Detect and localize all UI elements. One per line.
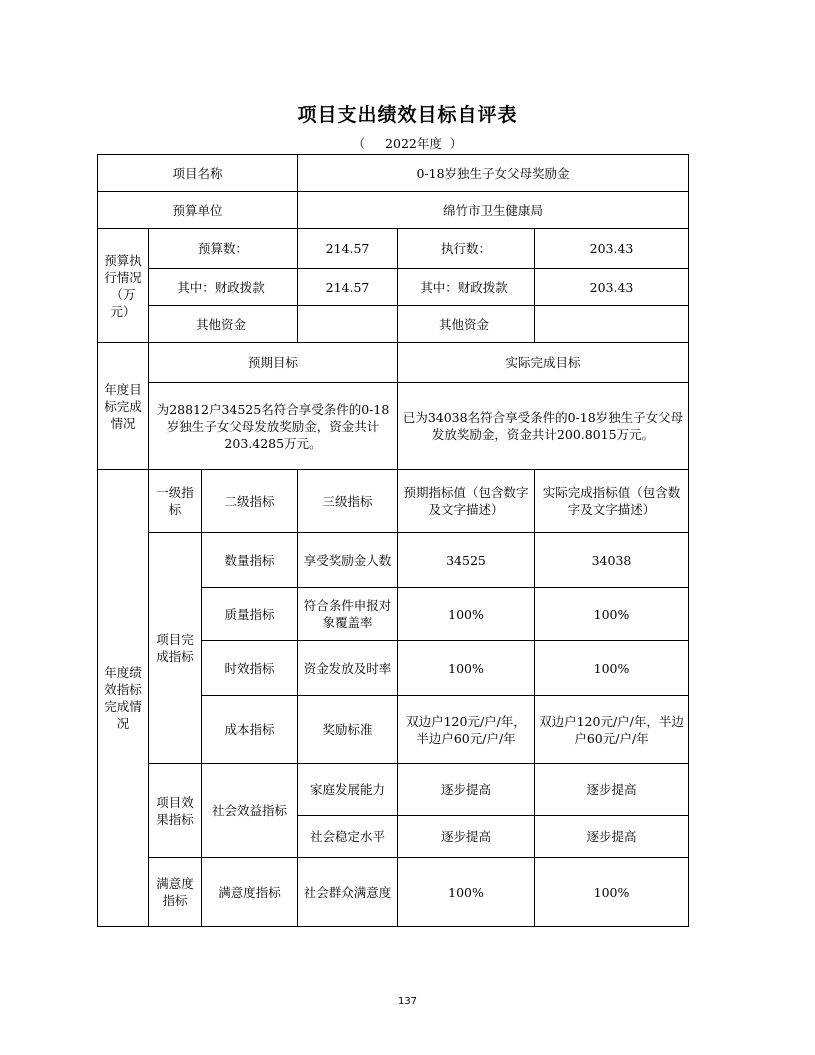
page-number: 137 bbox=[397, 996, 418, 1007]
actual-goal-text: 已为34038名符合享受条件的0-18岁独生子女父母发放奖励金，资金共计200.8015万元。 bbox=[398, 383, 689, 470]
actual-cell: 逐步提高 bbox=[535, 764, 689, 816]
level3-cell: 社会群众满意度 bbox=[298, 858, 398, 927]
actual-cell: 100% bbox=[535, 858, 689, 927]
table-row bbox=[98, 764, 689, 816]
project-name-value: 0-18岁独生子女父母奖励金 bbox=[298, 155, 689, 192]
level2-cell: 质量指标 bbox=[202, 588, 298, 641]
actual-cell: 100% bbox=[535, 641, 689, 696]
evaluation-table bbox=[97, 154, 689, 927]
expected-cell: 100% bbox=[398, 588, 535, 641]
actual-cell: 逐步提高 bbox=[535, 816, 689, 858]
level2-cell: 时效指标 bbox=[202, 641, 298, 696]
expected-cell: 34525 bbox=[398, 533, 535, 588]
level2-cell: 满意度指标 bbox=[202, 858, 298, 927]
row-fiscal bbox=[98, 269, 689, 306]
other-budget-value bbox=[298, 306, 398, 343]
header-level1: 一级指标 bbox=[149, 470, 202, 533]
project-name-label: 项目名称 bbox=[98, 155, 298, 192]
expected-cell: 逐步提高 bbox=[398, 816, 535, 858]
level1-project-effect: 项目效果指标 bbox=[149, 764, 202, 858]
level3-cell: 社会稳定水平 bbox=[298, 816, 398, 858]
table-row bbox=[98, 533, 689, 588]
page-title: 项目支出绩效目标自评表 bbox=[297, 104, 518, 126]
level1-project-completion: 项目完成指标 bbox=[149, 533, 202, 764]
budget-unit-label: 预算单位 bbox=[98, 192, 298, 229]
fiscal-budget-label: 其中：财政拨款 bbox=[149, 269, 298, 306]
budget-amount-value: 214.57 bbox=[298, 229, 398, 269]
budget-amount-label: 预算数： bbox=[149, 229, 298, 269]
fiscal-budget-value: 214.57 bbox=[298, 269, 398, 306]
actual-cell: 双边户120元/户/年，半边户60元/户/年 bbox=[535, 696, 689, 764]
level1-satisfaction: 满意度指标 bbox=[149, 858, 202, 927]
expected-cell: 100% bbox=[398, 641, 535, 696]
actual-cell: 100% bbox=[535, 588, 689, 641]
exec-amount-label: 执行数： bbox=[398, 229, 535, 269]
row-indicator-headers bbox=[98, 470, 689, 533]
level2-cell: 成本指标 bbox=[202, 696, 298, 764]
fiscal-exec-value: 203.43 bbox=[535, 269, 689, 306]
expected-cell: 逐步提高 bbox=[398, 764, 535, 816]
row-budget bbox=[98, 229, 689, 269]
header-level3: 三级指标 bbox=[298, 470, 398, 533]
actual-cell: 34038 bbox=[535, 533, 689, 588]
year-line bbox=[0, 134, 815, 152]
budget-section-label: 预算执行情况（万元） bbox=[98, 229, 149, 343]
expected-goal-header: 预期目标 bbox=[149, 343, 398, 383]
year-text: （ 2022年度 ） bbox=[352, 136, 463, 151]
row-project-name bbox=[98, 155, 689, 192]
level2-cell: 数量指标 bbox=[202, 533, 298, 588]
other-exec-value bbox=[535, 306, 689, 343]
expected-cell: 双边户120元/户/年，半边户60元/户/年 bbox=[398, 696, 535, 764]
level3-cell: 符合条件申报对象覆盖率 bbox=[298, 588, 398, 641]
row-goal-headers bbox=[98, 343, 689, 383]
level3-cell: 家庭发展能力 bbox=[298, 764, 398, 816]
header-expected: 预期指标值（包含数字及文字描述） bbox=[398, 470, 535, 533]
table-row bbox=[98, 858, 689, 927]
row-other-funds bbox=[98, 306, 689, 343]
level2-social-benefit: 社会效益指标 bbox=[202, 764, 298, 858]
level3-cell: 享受奖励金人数 bbox=[298, 533, 398, 588]
header-level2: 二级指标 bbox=[202, 470, 298, 533]
indicators-section-label: 年度绩效指标完成情况 bbox=[98, 470, 149, 927]
level3-cell: 资金发放及时率 bbox=[298, 641, 398, 696]
expected-cell: 100% bbox=[398, 858, 535, 927]
annual-goal-section-label: 年度目标完成情况 bbox=[98, 343, 149, 470]
budget-unit-value: 绵竹市卫生健康局 bbox=[298, 192, 689, 229]
fiscal-exec-label: 其中：财政拨款 bbox=[398, 269, 535, 306]
actual-goal-header: 实际完成目标 bbox=[398, 343, 689, 383]
row-budget-unit bbox=[98, 192, 689, 229]
other-exec-label: 其他资金 bbox=[398, 306, 535, 343]
row-goal-texts bbox=[98, 383, 689, 470]
exec-amount-value: 203.43 bbox=[535, 229, 689, 269]
other-budget-label: 其他资金 bbox=[149, 306, 298, 343]
header-actual: 实际完成指标值（包含数字及文字描述） bbox=[535, 470, 689, 533]
expected-goal-text: 为28812户34525名符合享受条件的0-18岁独生子女父母发放奖励金，资金共计203.4285万元。 bbox=[149, 383, 398, 470]
level3-cell: 奖励标准 bbox=[298, 696, 398, 764]
